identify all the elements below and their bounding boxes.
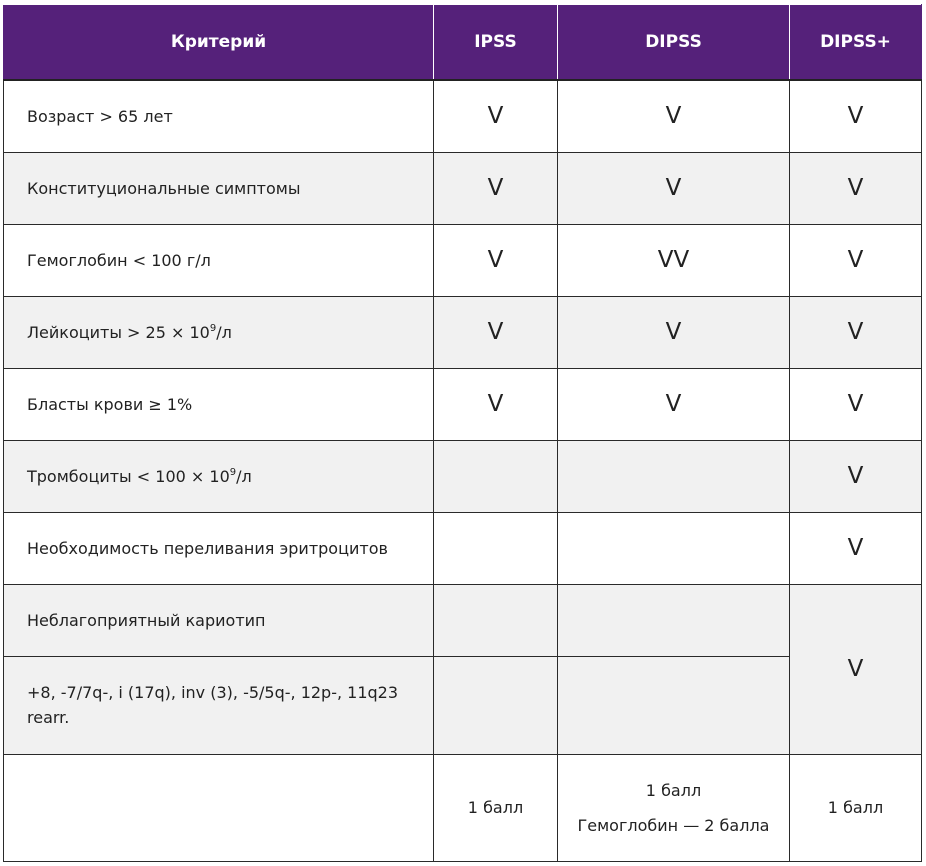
dipss-plus-mark: V xyxy=(790,296,922,368)
header-ipss: IPSS xyxy=(434,5,558,81)
ipss-mark xyxy=(434,584,558,656)
ipss-mark xyxy=(434,656,558,754)
row-label xyxy=(4,440,434,512)
score-label-empty xyxy=(4,754,434,861)
header-dipss: DIPSS xyxy=(558,5,790,81)
ipss-mark: V xyxy=(434,368,558,440)
dipss-mark xyxy=(558,512,790,584)
dipss-plus-mark: V xyxy=(790,440,922,512)
row-label xyxy=(4,296,434,368)
dipss-score-line1: 1 балл xyxy=(645,780,702,800)
label-unit: /л xyxy=(216,322,232,342)
table-row xyxy=(4,512,922,584)
dipss-score-line2: Гемоглобин — 2 балла xyxy=(577,815,770,835)
dipss-plus-mark: V xyxy=(790,80,922,152)
label-superscript: 9 xyxy=(209,322,217,334)
dipss-mark: V xyxy=(558,368,790,440)
table-row xyxy=(4,224,922,296)
header-criterion: Критерий xyxy=(4,5,434,81)
dipss-mark xyxy=(558,656,790,754)
table-row xyxy=(4,368,922,440)
ipss-mark: V xyxy=(434,296,558,368)
table-row xyxy=(4,152,922,224)
dipss-plus-mark: V xyxy=(790,368,922,440)
dipss-plus-mark: V xyxy=(790,584,922,754)
dipss-plus-mark: V xyxy=(790,512,922,584)
label-text: Тромбоциты < 100 × 10 xyxy=(27,466,230,486)
dipss-mark: VV xyxy=(558,224,790,296)
score-row xyxy=(4,754,922,861)
row-label: Возраст > 65 лет xyxy=(4,80,434,152)
table-row xyxy=(4,296,922,368)
label-text: Лейкоциты > 25 × 10 xyxy=(27,322,210,342)
dipss-mark: V xyxy=(558,296,790,368)
table-header-row xyxy=(4,5,922,81)
dipss-mark xyxy=(558,584,790,656)
ipss-mark xyxy=(434,512,558,584)
ipss-mark: V xyxy=(434,152,558,224)
ipss-score: 1 балл xyxy=(434,754,558,861)
table-row xyxy=(4,440,922,512)
table-row xyxy=(4,656,922,754)
ipss-mark: V xyxy=(434,80,558,152)
dipss-score xyxy=(558,754,790,861)
dipss-plus-score: 1 балл xyxy=(790,754,922,861)
row-label: +8, -7/7q-, i (17q), inv (3), -5/5q-, 12p-, 11q23 rearr. xyxy=(4,656,434,754)
scoring-criteria-table xyxy=(3,4,922,862)
dipss-mark: V xyxy=(558,152,790,224)
row-label: Необходимость переливания эритроцитов xyxy=(4,512,434,584)
ipss-mark xyxy=(434,440,558,512)
row-label: Неблагоприятный кариотип xyxy=(4,584,434,656)
row-label: Конституциональные симптомы xyxy=(4,152,434,224)
label-unit: /л xyxy=(236,466,252,486)
header-dipss-plus: DIPSS+ xyxy=(790,5,922,81)
dipss-mark: V xyxy=(558,80,790,152)
row-label: Гемоглобин < 100 г/л xyxy=(4,224,434,296)
label-superscript: 9 xyxy=(229,466,237,478)
ipss-mark: V xyxy=(434,224,558,296)
table-row xyxy=(4,80,922,152)
dipss-plus-mark: V xyxy=(790,152,922,224)
dipss-mark xyxy=(558,440,790,512)
row-label: Бласты крови ≥ 1% xyxy=(4,368,434,440)
dipss-plus-mark: V xyxy=(790,224,922,296)
table-row xyxy=(4,584,922,656)
